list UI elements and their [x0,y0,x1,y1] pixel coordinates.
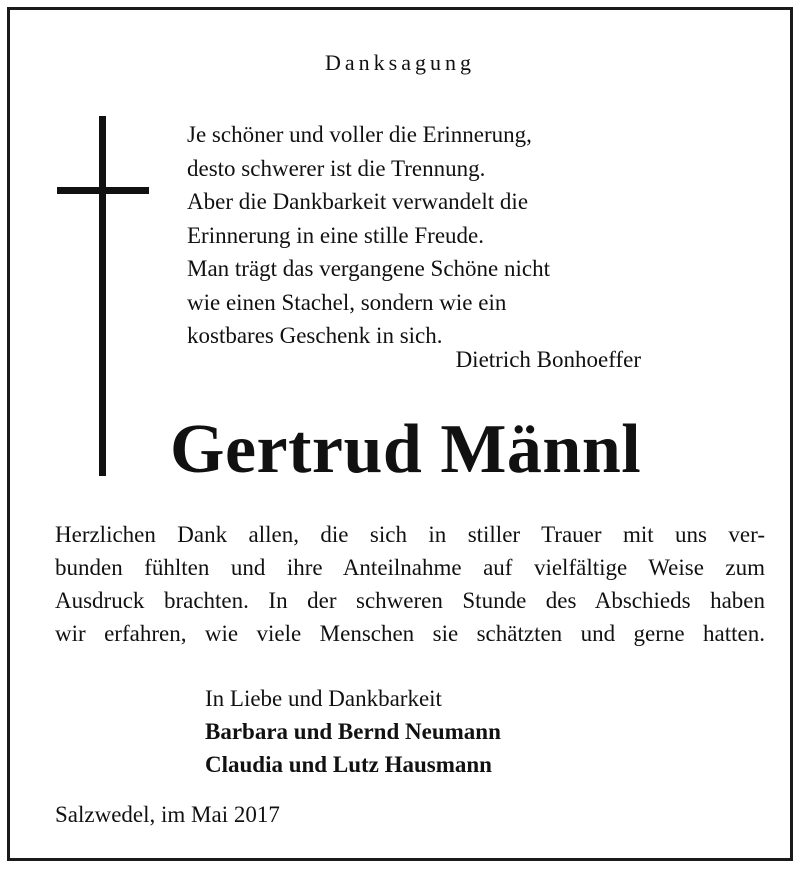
thanks-paragraph [55,518,765,650]
thanks-line: Herzlichen Dank allen, die sich in stiller Trauer mit uns ver- [55,522,765,547]
quote-author: Dietrich Bonhoeffer [455,347,641,372]
notice-heading: Danksagung [325,50,475,75]
signoff [205,682,501,781]
notice-frame [7,7,793,861]
quote-line: Je schöner und voller die Erinnerung, [187,122,532,147]
cross-icon-horizontal-bar [57,187,149,194]
place-date: Salzwedel, im Mai 2017 [55,802,280,827]
deceased-name: Gertrud Männl [170,411,642,488]
thanks-line: wir erfahren, wie viele Menschen sie schätzten und gerne hatten. [55,621,765,646]
quote-line: wie einen Stachel, sondern wie ein [187,289,507,315]
quote-line: desto schwerer ist die Trennung. [187,155,486,181]
quote-line: Man trägt das vergangene Schöne nicht [187,256,550,281]
thanks-line: Ausdruck brachten. In der schweren Stunde des Abschieds haben [55,588,765,613]
memorial-quote [187,118,550,353]
signoff-family-2: Claudia und Lutz Hausmann [205,752,492,777]
quote-line: kostbares Geschenk in sich. [187,323,443,348]
signoff-family-1: Barbara und Bernd Neumann [205,719,501,744]
quote-line: Erinnerung in eine stille Freude. [187,222,485,248]
quote-line: Aber die Dankbarkeit verwandelt die [187,189,529,214]
thanks-line: bunden fühlten und ihre Anteilnahme auf vielfältige Weise zum [55,555,765,580]
signoff-intro: In Liebe und Dankbarkeit [205,686,442,711]
